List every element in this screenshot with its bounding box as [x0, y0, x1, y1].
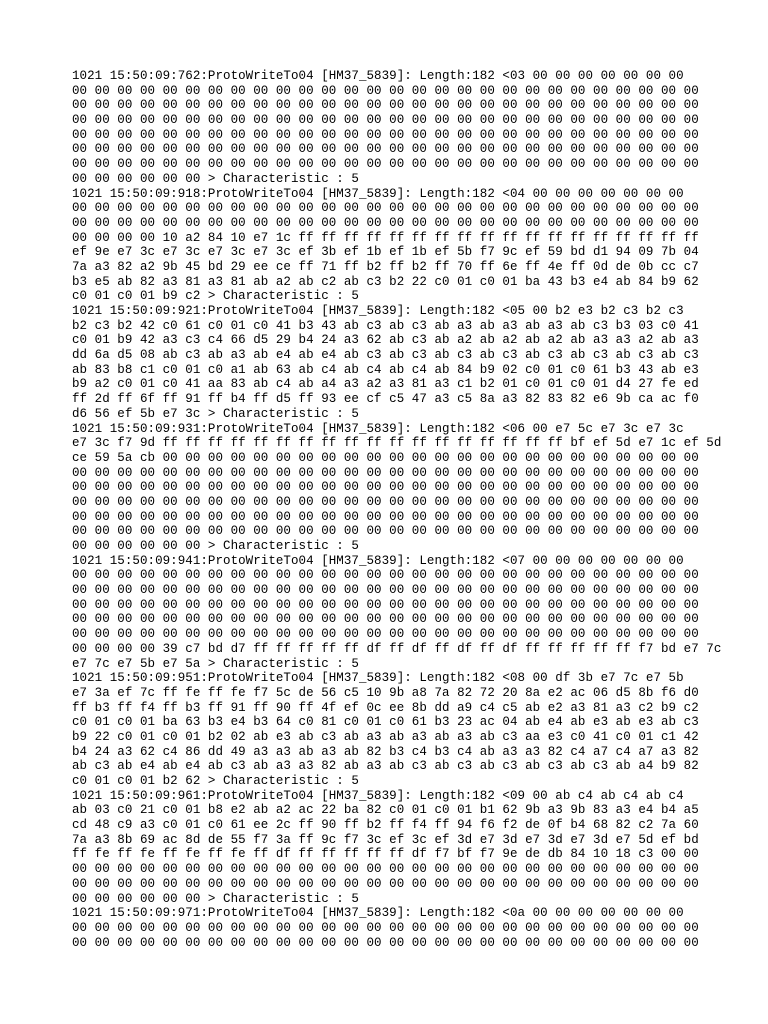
log-line: 00 00 00 00 00 00 00 00 00 00 00 00 00 00 00 00 00 00 00 00 00 00 00 00 00 00 00 00 — [72, 201, 699, 216]
log-line: ab 03 c0 21 c0 01 b8 e2 ab a2 ac 22 ba 82 c0 01 c0 01 b1 62 9b a3 9b 83 a3 e4 b4 a5 — [72, 803, 699, 818]
log-line: e7 7c e7 5b e7 5a > Characteristic : 5 — [72, 656, 359, 671]
log-line: b2 c3 b2 42 c0 61 c0 01 c0 41 b3 43 ab c3 ab c3 ab a3 ab a3 ab a3 ab c3 b3 03 c0 41 — [72, 318, 699, 333]
log-line: 1021 15:50:09:941:ProtoWriteTo04 [HM37_5839]: Length:182 <07 00 00 00 00 00 00 00 — [72, 553, 684, 568]
log-line: ab 83 b8 c1 c0 01 c0 a1 ab 63 ab c4 ab c4 ab c4 ab 84 b9 02 c0 01 c0 61 b3 43 ab e3 — [72, 362, 699, 377]
log-line: 00 00 00 00 00 00 00 00 00 00 00 00 00 00 00 00 00 00 00 00 00 00 00 00 00 00 00 00 — [72, 612, 699, 627]
log-line: 00 00 00 00 00 00 00 00 00 00 00 00 00 00 00 00 00 00 00 00 00 00 00 00 00 00 00 00 — [72, 583, 699, 598]
log-line: 00 00 00 00 00 00 > Characteristic : 5 — [72, 539, 359, 553]
log-line: cd 48 c9 a3 c0 01 c0 61 ee 2c ff 90 ff b2 ff f4 ff 94 f6 f2 de 0f b4 68 82 c2 7a 60 — [72, 818, 699, 833]
log-line: b4 24 a3 62 c4 86 dd 49 a3 a3 ab a3 ab 82 b3 c4 b3 c4 ab a3 a3 82 c4 a7 c4 a7 a3 82 — [72, 744, 699, 759]
log-line: 00 00 00 00 00 00 00 00 00 00 00 00 00 00 00 00 00 00 00 00 00 00 00 00 00 00 00 00 — [72, 935, 699, 950]
log-line: d6 56 ef 5b e7 3c > Characteristic : 5 — [72, 406, 359, 421]
log-line: dd 6a d5 08 ab c3 ab a3 ab e4 ab e4 ab c3 ab c3 ab c3 ab c3 ab c3 ab c3 ab c3 ab c3 — [72, 348, 699, 363]
log-line: 00 00 00 00 10 a2 84 10 e7 1c ff ff ff ff ff ff ff ff ff ff ff ff ff ff ff ff ff ff — [72, 230, 699, 245]
log-line: c0 01 b9 42 a3 c3 c4 66 d5 29 b4 24 a3 62 ab c3 ab a2 ab a2 ab a2 ab a3 a3 a2 ab a3 — [72, 333, 699, 348]
log-line: c0 01 c0 01 b2 62 > Characteristic : 5 — [72, 774, 359, 788]
log-line: 7a a3 8b 69 ac 8d de 55 f7 3a ff 9c f7 3c ef 3c ef 3d e7 3d e7 3d e7 3d e7 5d ef bd — [72, 832, 699, 847]
log-line: ab c3 ab e4 ab e4 ab c3 ab a3 a3 82 ab a3 ab c3 ab c3 ab c3 ab c3 ab c3 ab a4 b9 82 — [72, 759, 699, 774]
log-line: 7a a3 82 a2 9b 45 bd 29 ee ce ff 71 ff b2 ff b2 ff 70 ff 6e ff 4e ff 0d de 0b cc c7 — [72, 259, 699, 274]
log-line: 00 00 00 00 00 00 00 00 00 00 00 00 00 00 00 00 00 00 00 00 00 00 00 00 00 00 00 00 — [72, 494, 699, 509]
log-line: 1021 15:50:09:971:ProtoWriteTo04 [HM37_5839]: Length:182 <0a 00 00 00 00 00 00 00 — [72, 906, 684, 921]
log-line: c0 01 c0 01 ba 63 b3 e4 b3 64 c0 81 c0 01 c0 61 b3 23 ac 04 ab e4 ab e3 ab e3 ab c3 — [72, 715, 699, 730]
log-line: 00 00 00 00 00 00 00 00 00 00 00 00 00 00 00 00 00 00 00 00 00 00 00 00 00 00 00 00 — [72, 568, 699, 583]
log-line: 1021 15:50:09:961:ProtoWriteTo04 [HM37_5839]: Length:182 <09 00 ab c4 ab c4 ab c4 — [72, 788, 684, 803]
log-line: 00 00 00 00 00 00 00 00 00 00 00 00 00 00 00 00 00 00 00 00 00 00 00 00 00 00 00 00 — [72, 524, 699, 539]
log-line: 00 00 00 00 00 00 00 00 00 00 00 00 00 00 00 00 00 00 00 00 00 00 00 00 00 00 00 00 — [72, 509, 699, 524]
log-line: 00 00 00 00 00 00 00 00 00 00 00 00 00 00 00 00 00 00 00 00 00 00 00 00 00 00 00 00 — [72, 480, 699, 495]
log-line: 1021 15:50:09:918:ProtoWriteTo04 [HM37_5839]: Length:182 <04 00 00 00 00 00 00 00 — [72, 186, 684, 201]
log-line: e7 3c f7 9d ff ff ff ff ff ff ff ff ff ff ff ff ff ff ff ff ff ff bf ef 5d e7 1c ef 5d — [72, 436, 722, 451]
log-line: 00 00 00 00 00 00 00 00 00 00 00 00 00 00 00 00 00 00 00 00 00 00 00 00 00 00 00 00 — [72, 862, 699, 877]
log-line: b3 e5 ab 82 a3 81 a3 81 ab a2 ab c2 ab c3 b2 22 c0 01 c0 01 ba 43 b3 e4 ab 84 b9 62 — [72, 274, 699, 289]
log-line: 00 00 00 00 00 00 00 00 00 00 00 00 00 00 00 00 00 00 00 00 00 00 00 00 00 00 00 00 — [72, 127, 699, 142]
log-line: b9 a2 c0 01 c0 41 aa 83 ab c4 ab a4 a3 a2 a3 81 a3 c1 b2 01 c0 01 c0 01 d4 27 fe ed — [72, 377, 699, 392]
log-line: 00 00 00 00 00 00 00 00 00 00 00 00 00 00 00 00 00 00 00 00 00 00 00 00 00 00 00 00 — [72, 465, 699, 480]
log-line: c0 01 c0 01 b9 c2 > Characteristic : 5 — [72, 289, 359, 304]
log-line: ff 2d ff 6f ff 91 ff b4 ff d5 ff 93 ee cf c5 47 a3 c5 8a a3 82 83 82 e6 9b ca ac f0 — [72, 392, 699, 407]
log-line: 00 00 00 00 00 00 00 00 00 00 00 00 00 00 00 00 00 00 00 00 00 00 00 00 00 00 00 00 — [72, 920, 699, 935]
log-line: 00 00 00 00 00 00 00 00 00 00 00 00 00 00 00 00 00 00 00 00 00 00 00 00 00 00 00 00 — [72, 98, 699, 113]
log-line: 00 00 00 00 00 00 00 00 00 00 00 00 00 00 00 00 00 00 00 00 00 00 00 00 00 00 00 00 — [72, 157, 699, 172]
log-line: ff fe ff fe ff fe ff fe ff df ff ff ff ff ff df f7 bf f7 9e de db 84 10 18 c3 00 00 — [72, 847, 699, 862]
log-line: 00 00 00 00 00 00 00 00 00 00 00 00 00 00 00 00 00 00 00 00 00 00 00 00 00 00 00 00 — [72, 142, 699, 157]
log-line: 00 00 00 00 00 00 > Characteristic : 5 — [72, 171, 359, 186]
log-line: 1021 15:50:09:951:ProtoWriteTo04 [HM37_5839]: Length:182 <08 00 df 3b e7 7c e7 5b — [72, 671, 684, 686]
log-line: ef 9e e7 3c e7 3c e7 3c e7 3c ef 3b ef 1b ef 1b ef 5b f7 9c ef 59 bd d1 94 09 7b 04 — [72, 245, 699, 260]
log-line: 00 00 00 00 00 00 > Characteristic : 5 — [72, 891, 359, 906]
log-line: 00 00 00 00 39 c7 bd d7 ff ff ff ff ff df ff df ff df ff df ff ff ff ff ff f7 bd e7 7c — [72, 641, 722, 656]
log-line: 1021 15:50:09:762:ProtoWriteTo04 [HM37_5839]: Length:182 <03 00 00 00 00 00 00 00 — [72, 69, 684, 83]
log-line: 00 00 00 00 00 00 00 00 00 00 00 00 00 00 00 00 00 00 00 00 00 00 00 00 00 00 00 00 — [72, 627, 699, 642]
log-line: e7 3a ef 7c ff fe ff fe f7 5c de 56 c5 10 9b a8 7a 82 72 20 8a e2 ac 06 d5 8b f6 d0 — [72, 685, 699, 700]
log-line: 1021 15:50:09:931:ProtoWriteTo04 [HM37_5839]: Length:182 <06 00 e7 5c e7 3c e7 3c — [72, 421, 684, 436]
log-line: 00 00 00 00 00 00 00 00 00 00 00 00 00 00 00 00 00 00 00 00 00 00 00 00 00 00 00 00 — [72, 876, 699, 891]
log-line: 00 00 00 00 00 00 00 00 00 00 00 00 00 00 00 00 00 00 00 00 00 00 00 00 00 00 00 00 — [72, 215, 699, 230]
log-line: 00 00 00 00 00 00 00 00 00 00 00 00 00 00 00 00 00 00 00 00 00 00 00 00 00 00 00 00 — [72, 113, 699, 128]
log-line: 00 00 00 00 00 00 00 00 00 00 00 00 00 00 00 00 00 00 00 00 00 00 00 00 00 00 00 00 — [72, 597, 699, 612]
log-document — [72, 69, 722, 950]
log-line: ff b3 ff f4 ff b3 ff 91 ff 90 ff 4f ef 0c ee 8b dd a9 c4 c5 ab e2 a3 81 a3 c2 b9 c2 — [72, 700, 699, 715]
log-line: 1021 15:50:09:921:ProtoWriteTo04 [HM37_5839]: Length:182 <05 00 b2 e3 b2 c3 b2 c3 — [72, 304, 684, 318]
log-line: 00 00 00 00 00 00 00 00 00 00 00 00 00 00 00 00 00 00 00 00 00 00 00 00 00 00 00 00 — [72, 83, 699, 98]
log-line: ce 59 5a cb 00 00 00 00 00 00 00 00 00 00 00 00 00 00 00 00 00 00 00 00 00 00 00 00 — [72, 450, 699, 465]
log-line: b9 22 c0 01 c0 01 b2 02 ab e3 ab c3 ab a3 ab a3 ab a3 ab c3 aa e3 c0 41 c0 01 c1 42 — [72, 729, 699, 744]
